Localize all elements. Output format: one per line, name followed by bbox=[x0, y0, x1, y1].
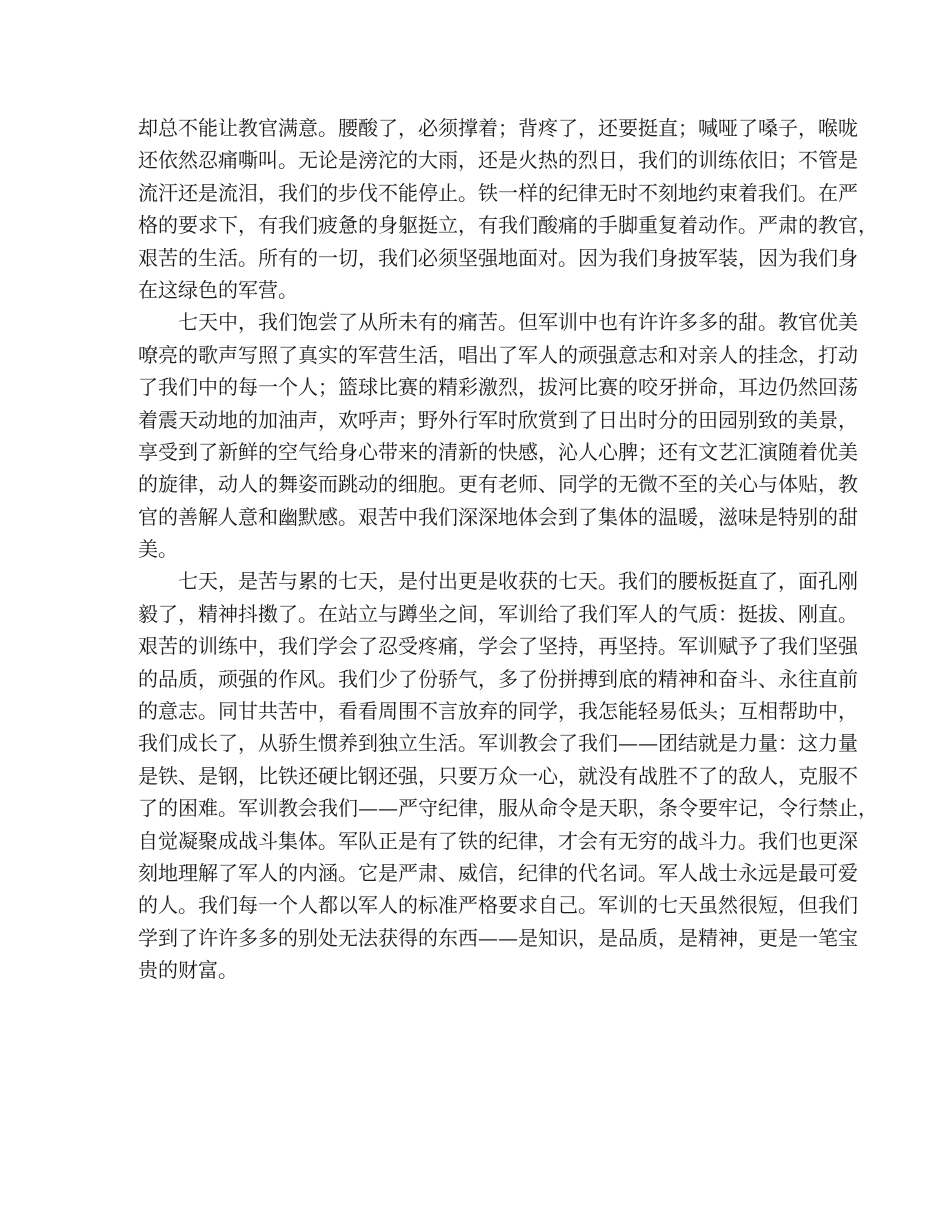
text-line: 刻地理解了军人的内涵。它是严肃、威信，纪律的代名词。军人战士永远是最可爱 bbox=[138, 860, 858, 885]
text-line: 了我们中的每一个人；篮球比赛的精彩激烈，拔河比赛的咬牙拼命，耳边仍然回荡 bbox=[138, 375, 858, 400]
text-line: 着震天动地的加油声，欢呼声；野外行军时欣赏到了日出时分的田园别致的美景， bbox=[138, 407, 858, 432]
text-line: 的旋律，动人的舞姿而跳动的细胞。更有老师、同学的无微不至的关心与体贴，教 bbox=[138, 472, 858, 497]
text-line: 嘹亮的歌声写照了真实的军营生活，唱出了军人的顽强意志和对亲人的挂念，打动 bbox=[138, 342, 858, 367]
text-line: 还依然忍痛嘶叫。无论是滂沱的大雨，还是火热的烈日，我们的训练依旧；不管是 bbox=[138, 148, 858, 173]
text-line: 享受到了新鲜的空气给身心带来的清新的快感，沁人心脾；还有文艺汇演随着优美 bbox=[138, 439, 858, 464]
text-line: 是铁、是钢，比铁还硬比钢还强，只要万众一心，就没有战胜不了的敌人，克服不 bbox=[138, 763, 858, 788]
paragraph-1 bbox=[138, 112, 878, 306]
text-line: 自觉凝聚成战斗集体。军队正是有了铁的纪律，才会有无穷的战斗力。我们也更深 bbox=[138, 828, 858, 853]
document-body bbox=[138, 112, 878, 987]
text-line: 的人。我们每一个人都以军人的标准严格要求自己。军训的七天虽然很短，但我们 bbox=[138, 893, 858, 918]
text-line: 了的困难。军训教会我们——严守纪律，服从命令是天职，条令要牢记，令行禁止， bbox=[138, 796, 878, 821]
text-line: 流汗还是流泪，我们的步伐不能停止。铁一样的纪律无时不刻地约束着我们。在严 bbox=[138, 180, 858, 205]
paragraph-3 bbox=[138, 565, 878, 986]
text-line: 艰苦的生活。所有的一切，我们必须坚强地面对。因为我们身披军装，因为我们身 bbox=[138, 245, 858, 270]
text-line: 七天中，我们饱尝了从所未有的痛苦。但军训中也有许许多多的甜。教官优美 bbox=[178, 310, 858, 335]
paragraph-2 bbox=[138, 306, 858, 565]
text-line: 艰苦的训练中，我们学会了忍受疼痛，学会了坚持，再坚持。军训赋予了我们坚强 bbox=[138, 634, 858, 659]
text-line: 格的要求下，有我们疲惫的身躯挺立，有我们酸痛的手脚重复着动作。严肃的教官， bbox=[138, 213, 878, 238]
text-line: 我们成长了，从骄生惯养到独立生活。军训教会了我们——团结就是力量：这力量 bbox=[138, 731, 858, 756]
text-line: 的品质，顽强的作风。我们少了份骄气，多了份拼搏到底的精神和奋斗、永往直前 bbox=[138, 666, 858, 691]
text-line: 学到了许许多多的别处无法获得的东西——是知识，是品质，是精神，更是一笔宝 bbox=[138, 925, 858, 950]
text-line: 美。 bbox=[138, 537, 178, 562]
text-line: 贵的财富。 bbox=[138, 958, 238, 983]
text-line: 官的善解人意和幽默感。艰苦中我们深深地体会到了集体的温暖，滋味是特别的甜 bbox=[138, 504, 858, 529]
text-line: 毅了，精神抖擞了。在站立与蹲坐之间，军训给了我们军人的气质：挺拔、刚直。 bbox=[138, 601, 858, 626]
text-line: 七天，是苦与累的七天，是付出更是收获的七天。我们的腰板挺直了，面孔刚 bbox=[178, 569, 858, 594]
text-line: 却总不能让教官满意。腰酸了，必须撑着；背疼了，还要挺直；喊哑了嗓子，喉咙 bbox=[138, 116, 858, 140]
text-line: 在这绿色的军营。 bbox=[138, 277, 298, 302]
text-line: 的意志。同甘共苦中，看看周围不言放弃的同学，我怎能轻易低头；互相帮助中， bbox=[138, 699, 858, 724]
